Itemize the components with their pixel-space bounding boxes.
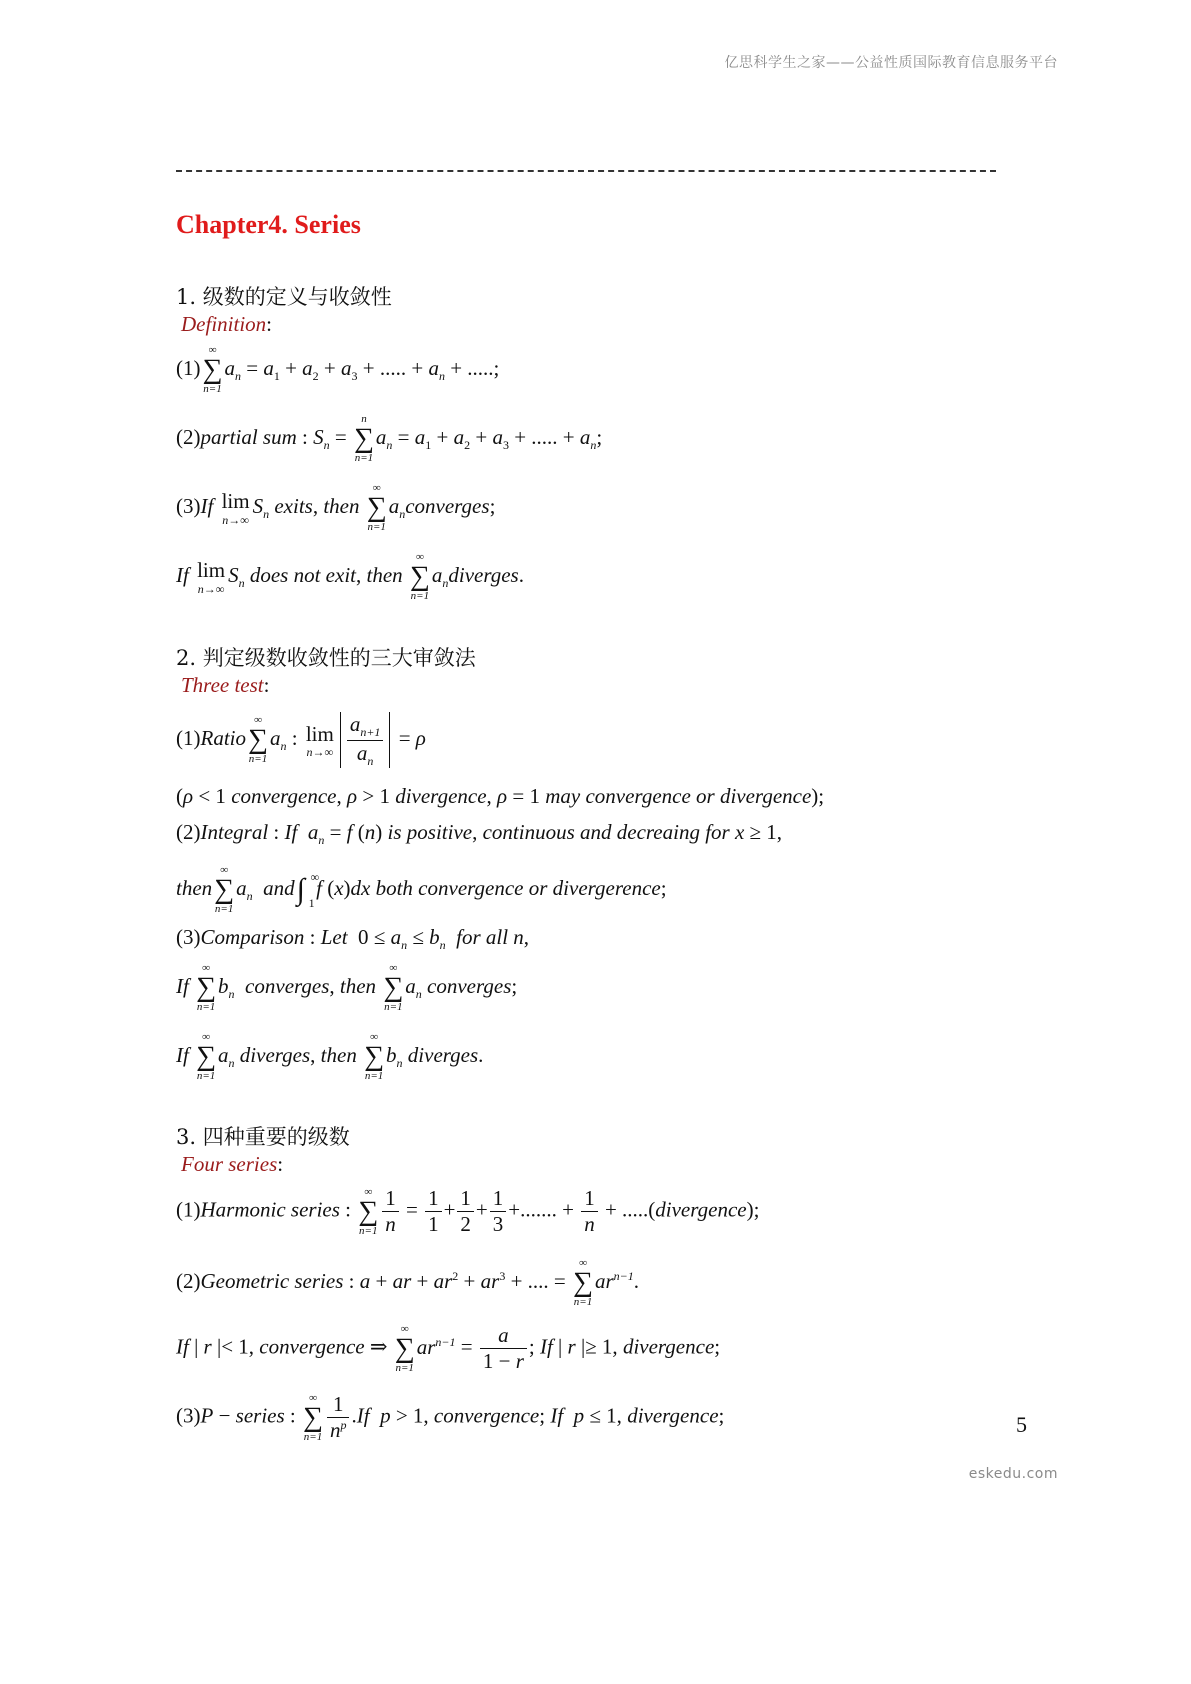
formula-partial-sum: (2)partial sum : $S_n$ = n ∑ n=1 $a_n = a_1 + a_2 + a_3$ + ..... + $a_n$; <box>176 413 603 464</box>
formula-comparison-test: (3)Comparison : Let $0 \le a_n \le b_n$ for all n, <box>176 925 530 953</box>
footer-site: eskedu.com <box>968 1466 1058 1482</box>
formula-comparison-diverge: If ∞ ∑ n=1 $a_n$ diverges, then ∞ ∑ n=1 $b_n$ diverges. <box>176 1031 484 1082</box>
formula-geometric-series: (2)Geometric series : a + ar + $ar^2 + ar^3$ + .... = ∞ ∑ n=1 $ar^{n-1}$. <box>176 1257 640 1308</box>
formula-ratio-test: (1)Ratio ∞ ∑ n=1 $a_n$ : lim n→∞ $\frac{a_{n+1}}{a_n}$ = ρ <box>176 712 426 768</box>
formula-ratio-cases: (ρ < 1 convergence, ρ > 1 divergence, ρ = 1 may convergence or divergence); <box>176 784 825 808</box>
formula-geometric-condition: If | r |< 1, convergence ⇒ ∞ ∑ n=1 $ar^{n-1}$ = $\frac{a}{1 - r}$ ; If | r |≥ 1, divergence; <box>176 1322 721 1374</box>
section-2-sub: Three test: <box>181 673 270 697</box>
page-number: 5 <box>1016 1412 1027 1437</box>
header-site: 亿思科学生之家——公益性质国际教育信息服务平台 <box>724 55 1058 71</box>
formula-p-series: (3)P − series : ∞ ∑ n=1 $\frac{1}{n^p}$ .If p > 1, convergence; If p ≤ 1, divergence; <box>176 1391 725 1443</box>
formula-harmonic-series: (1)Harmonic series : ∞ ∑ n=1 $\frac{1}{n}$ = $\frac{1}{1}$ + $\frac{1}{2}$ + $\frac{1}{3}$ +....... + $\frac{1}{n}$ + .....(divergence); <box>176 1185 760 1237</box>
formula-series-definition: (1) ∞ ∑ n=1 $a_n = a_1 + a_2 + a_3$ + ..... + $a_n$ + .....; <box>176 344 500 395</box>
formula-comparison-converge: If ∞ ∑ n=1 $b_n$ converges, then ∞ ∑ n=1 $a_n$ converges; <box>176 962 518 1013</box>
chapter-title: Chapter4. Series <box>176 210 361 239</box>
section-2-heading: 2. 判定级数收敛性的三大审敛法 <box>176 646 476 670</box>
section-3-heading: 3. 四种重要的级数 <box>176 1125 350 1149</box>
formula-divergence: If lim n→∞ $S_n$ does not exit, then ∞ ∑ n=1 $a_ndiverges$. <box>176 551 524 602</box>
formula-integral-conclusion: then ∞ ∑ n=1 $a_n$ and∫ ∞ 1 f (x)dx both convergence or divergerence; <box>176 864 667 915</box>
section-1-heading: 1. 级数的定义与收敛性 <box>176 285 392 309</box>
formula-convergence: (3)If lim n→∞ $S_n$ exits, then ∞ ∑ n=1 $a_nconverges$; <box>176 482 496 533</box>
section-3-sub: Four series: <box>181 1152 284 1176</box>
dashed-divider <box>176 170 996 172</box>
formula-integral-test: (2)Integral : If $a_n = f$ (n) is positive, continuous and decreaing for x ≥ 1, <box>176 820 783 848</box>
section-1-sub: Definition: <box>181 312 273 336</box>
